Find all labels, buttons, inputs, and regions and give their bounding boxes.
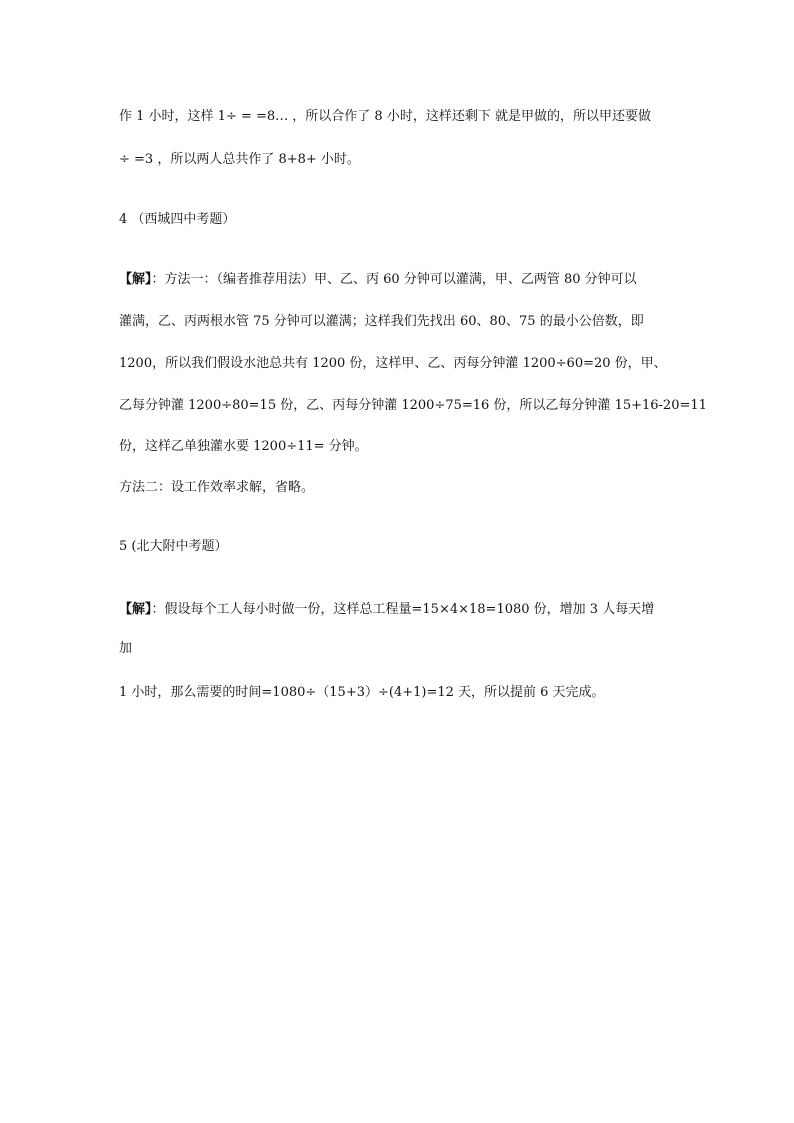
text-line: ÷ =3 ，所以两人总共作了 8+8+ 小时。 <box>119 152 360 167</box>
text-line: 方法二：设工作效率求解，省略。 <box>119 480 315 495</box>
question-4-solution-line <box>119 271 637 289</box>
solution-label: 【解】 <box>119 272 152 287</box>
text-line: 1 小时，那么需要的时间=1080÷（15+3）÷(4+1)=12 天，所以提前 6 天完成。 <box>119 685 605 700</box>
text-line: 作 1 小时，这样 1÷ = =8… ，所以合作了 8 小时，这样还剩下 就是甲做的，所以甲还要做 <box>119 109 651 124</box>
text-line: 1200，所以我们假设水池总共有 1200 份，这样甲、乙、丙每分钟灌 1200÷60=20 份，甲、 <box>119 356 667 371</box>
text-line: 乙每分钟灌 1200÷80=15 份，乙、丙每分钟灌 1200÷75=16 份，所以乙每分钟灌 15+16-20=11 <box>119 398 707 413</box>
text-line: 份，这样乙单独灌水要 1200÷11= 分钟。 <box>119 439 368 454</box>
solution-text: ：方法一：（编者推荐用法）甲、乙、丙 60 分钟可以灌满，甲、乙两管 80 分钟可以 <box>151 272 637 287</box>
question-4-heading: 4 （西城四中考题） <box>119 212 236 227</box>
text-line: 加 <box>119 641 133 656</box>
solution-label: 【解】 <box>119 602 152 617</box>
solution-text: ：假设每个工人每小时做一份，这样总工程量=15×4×18=1080 份，增加 3 人每天增 <box>151 602 655 617</box>
question-5-heading: 5 (北大附中考题） <box>119 539 228 554</box>
text-line: 灌满，乙、丙两根水管 75 分钟可以灌满；这样我们先找出 60、80、75 的最小公倍数，即 <box>119 314 644 329</box>
question-5-solution-line <box>119 601 654 619</box>
